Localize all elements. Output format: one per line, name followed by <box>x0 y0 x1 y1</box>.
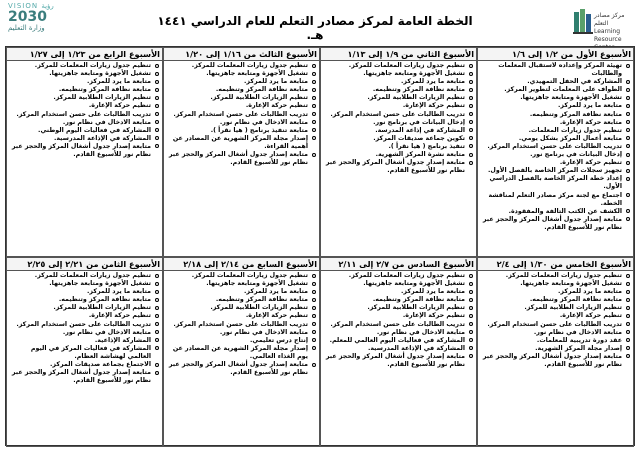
plan-item: تدريب الطالبات على حسن استخدام المركز. <box>480 143 630 151</box>
plan-item: تنظيم جدول زيارات المعلمات. <box>480 127 630 135</box>
page-title: الخطة العامة لمركز مصادر التعلم للعام الدراسي ١٤٤١ هـ. <box>157 14 473 42</box>
plan-item: متابعة ما يرد للمركز. <box>9 288 159 296</box>
plan-item: إدخال البيانات في برنامج نور. <box>323 119 473 127</box>
plan-item: تنظيم حركة الإعارة. <box>166 102 316 110</box>
plan-item: تنظيم حركة الإعارة. <box>323 312 473 320</box>
plan-item: متابعة نظافة المركز وتنظيمه. <box>9 296 159 304</box>
plan-item: تشغيل الأجهزة ومتابعة جاهزيتها. <box>166 280 316 288</box>
plan-item: تدريب الطالبات على حسن استخدام المركز. <box>166 321 316 329</box>
plan-item: المشاركة الإذاعية. <box>9 337 159 345</box>
plan-item: تنظيم الزيارات الطلابية للمركز. <box>9 304 159 312</box>
plan-item: متابعة تنفيذ برنامج ( هيا نقرأ ). <box>166 127 316 135</box>
plan-item: متابعة ما يرد للمركز. <box>480 288 630 296</box>
plan-item: متابعة نظافة المركز وتنظيمه. <box>323 86 473 94</box>
plan-item: تشغيل الأجهزة ومتابعة جاهزيتها. <box>9 280 159 288</box>
week-4-cell <box>6 47 163 257</box>
week-header: الأسبوع الثامن من ٢/٢١ إلى ٢/٢٥ <box>7 258 162 271</box>
page-header <box>0 0 640 44</box>
plan-item: متابعة نظافة المركز وتنظيمه. <box>480 111 630 119</box>
plan-item: متابعة نظافة المركز وتنظيمه. <box>166 86 316 94</box>
plan-item: متابعة نظافة المركز وتنظيمه. <box>9 86 159 94</box>
plan-item: تنظيم جدول زيارات المعلمات للمركز. <box>166 272 316 280</box>
plan-item: تنظيم حركة الإعارة. <box>9 312 159 320</box>
vision-year: 2030 <box>8 9 47 25</box>
plan-item: تهيئة المركز وإعداده لاستقبال المعلمات والطالبات <box>480 62 630 78</box>
learning-center-logo <box>572 2 632 43</box>
week-items <box>9 62 159 159</box>
week-header: الأسبوع الأول من ١/٢ إلى ١/٦ <box>478 48 633 61</box>
week-header: الأسبوع الثاني من ١/٩ إلى ١/١٣ <box>321 48 476 61</box>
plan-item: تنظيم حركة الإعارة. <box>323 102 473 110</box>
plan-item: الكشف عن الكتب التالفة والمفقودة. <box>480 208 630 216</box>
plan-item: تنظيم جدول زيارات المعلمات للمركز. <box>480 272 630 280</box>
plan-item: تنظيم الزيارات الطلابية للمركز. <box>480 304 630 312</box>
week-header: الأسبوع السادس من ٢/٧ إلى ٢/١١ <box>321 258 476 271</box>
week-7-cell <box>163 257 320 447</box>
plan-item: متابعة إصدار جدول أشغال المركز والحجز عبر نظام نور للأسبوع القادم. <box>166 361 316 377</box>
plan-item: متابعة ما يرد للمركز. <box>166 288 316 296</box>
plan-item: تدريب الطالبات على حسن استخدام المركز. <box>480 321 630 329</box>
plan-item: متابعة نظافة المركز وتنظيمه. <box>166 296 316 304</box>
plan-item: المشاركة في فعاليات اليوم الوطني. <box>9 127 159 135</box>
plan-item: تنظيم جدول زيارات المعلمات للمركز. <box>166 62 316 70</box>
plan-item: متابعة نشرة المركز الشهرية. <box>323 151 473 159</box>
plan-item: تشغيل الأجهزة ومتابعة جاهزيتها. <box>166 70 316 78</box>
plan-item: تنظيم حركة الإعارة. <box>9 102 159 110</box>
plan-item: تنظيم جدول زيارات المعلمات للمركز. <box>323 272 473 280</box>
plan-item: متابعة ما يرد للمركز. <box>480 102 630 110</box>
plan-item: تدريب الطالبات على حسن استخدام المركز. <box>9 111 159 119</box>
plan-item: تنظيم حركة الإعارة. <box>166 312 316 320</box>
logo-english-text: Learning Resource <box>594 28 622 43</box>
plan-item: متابعة إصدار جدول أشغال المركز والحجز عبر نظام نور للأسبوع القادم. <box>9 143 159 159</box>
week-items <box>480 272 630 369</box>
week-items <box>166 272 316 377</box>
plan-item: تنظيم جدول زيارات المعلمات للمركز. <box>9 272 159 280</box>
plan-item: تشغيل الأجهزة ومتابعة جاهزيتها. <box>480 94 630 102</box>
plan-item: متابعة الادخال في نظام نور. <box>166 119 316 127</box>
plan-item: متابعة ما يرد للمركز. <box>166 78 316 86</box>
plan-item: الاجتماع بجماعة صديقات المركز. <box>9 361 159 369</box>
week-2-cell <box>320 47 477 257</box>
week-items <box>480 62 630 232</box>
week-items <box>166 62 316 167</box>
plan-item: المشاركة في فعاليات اليوم العالمي للمعلم. <box>323 337 473 345</box>
plan-item: متابعة الادخال في نظام نور. <box>323 329 473 337</box>
week-6-cell <box>320 257 477 447</box>
plan-item: المشاركة في فعاليات المركز في اليوم العالمي لهشاشة العظام. <box>9 345 159 361</box>
week-3-cell <box>163 47 320 257</box>
week-header: الأسبوع الخامس من ١/٣٠ إلى ٢/٤ <box>478 258 633 271</box>
plan-item: تنظيم الزيارات الطلابية للمركز. <box>166 304 316 312</box>
week-items <box>323 62 473 175</box>
plan-item: متابعة إصدار جدول أشغال المركز والحجز عبر نظام نور للأسبوع القادم. <box>323 159 473 175</box>
plan-item: متابعة ما يرد للمركز. <box>323 78 473 86</box>
plan-item: تدريب الطالبات على حسن استخدام المركز. <box>9 321 159 329</box>
plan-item: متابعة ما يرد للمركز. <box>323 288 473 296</box>
plan-item: متابعة إصدار جدول أشغال المركز والحجز عبر نظام نور للأسبوع القادم. <box>480 216 630 232</box>
plan-item: المشاركة في إذاعة المدرسة. <box>323 127 473 135</box>
plan-item: إنتاج درس تعليمي. <box>166 337 316 345</box>
plan-item: المشاركة في الإذاعة المدرسية. <box>323 345 473 353</box>
plan-item: تنظيم الزيارات الطلابية للمركز. <box>166 94 316 102</box>
plan-item: إدخال البيانات في برنامج نور. <box>480 151 630 159</box>
plan-item: تنظيم جدول زيارات المعلمات للمركز. <box>9 62 159 70</box>
plan-item: تشغيل الأجهزة ومتابعة جاهزيتها. <box>323 70 473 78</box>
plan-item: تدريب الطالبات على حسن استخدام المركز. <box>166 111 316 119</box>
plan-item: متابعة حركة الإعارة. <box>480 119 630 127</box>
plan-item: متابعة إصدار جدول أشغال المركز والحجز عبر نظام نور للأسبوع القادم. <box>480 353 630 369</box>
plan-item: إصدار مجلة المركز الشهرية. <box>480 345 630 353</box>
plan-item: متابعة الادخال في نظام نور. <box>9 329 159 337</box>
plan-item: تشغيل الأجهزة ومتابعة جاهزيتها. <box>480 280 630 288</box>
logo-arabic-text: مركز مصادر التعلم <box>594 12 625 27</box>
week-8-cell <box>6 257 163 447</box>
plan-item: تدريب الطالبات على حسن استخدام المركز. <box>323 321 473 329</box>
plan-item: متابعة الادخال في نظام نور. <box>166 329 316 337</box>
plan-item: تشغيل الأجهزة ومتابعة جاهزيتها. <box>9 70 159 78</box>
plan-item: متابعة إصدار جدول أشغال المركز والحجز عبر نظام نور للأسبوع القادم. <box>323 353 473 369</box>
plan-item: تنظيم الزيارات الطلابية للمركز. <box>323 304 473 312</box>
week-5-cell <box>477 257 634 447</box>
plan-item: متابعة نظافة المركز وتنظيمه. <box>323 296 473 304</box>
plan-item: تنظيم حركة الإعارة. <box>480 312 630 320</box>
plan-item: متابعة أعمال المركز بشكل يومي. <box>480 135 630 143</box>
plan-item: المشاركة في الإذاعة المدرسية. <box>9 135 159 143</box>
plan-item: المشاركة في الحفل التمهيدي. <box>480 78 630 86</box>
weekly-plan-table <box>5 46 635 446</box>
plan-item: متابعة الادخال في نظام نور. <box>9 119 159 127</box>
plan-item: إصدار مجلة المركز الشهرية عن المصادر عن أهمية القراءة. <box>166 135 316 151</box>
vision-2030-logo <box>8 2 78 42</box>
plan-item: تنظيم حركة الإعارة. <box>480 159 630 167</box>
plan-item: تجهيز سجلات المركز الخاصة بالفصل الأول. <box>480 167 630 175</box>
week-header: الأسبوع الرابع من ١/٢٣ إلى ١/٢٧ <box>7 48 162 61</box>
plan-item: تنفيذ برنامج ( هيا نقرأ ). <box>323 143 473 151</box>
week-header: الأسبوع الثالث من ١/١٦ إلى ١/٢٠ <box>164 48 319 61</box>
week-header: الأسبوع السابع من ٢/١٤ إلى ٢/١٨ <box>164 258 319 271</box>
plan-item: متابعة نظافة المركز وتنظيمه. <box>480 296 630 304</box>
week-items <box>323 272 473 369</box>
plan-item: تدريب الطالبات على حسن استخدام المركز. <box>323 111 473 119</box>
plan-item: عقد دورة تدريبية للمعلمات. <box>480 337 630 345</box>
week-1-cell <box>477 47 634 257</box>
plan-item: تنظيم الزيارات الطلابية للمركز. <box>9 94 159 102</box>
plan-item: اجتماع مع لجنة مركز مصادر التعلم لمناقشة الخطة. <box>480 192 630 208</box>
plan-item: تشغيل الأجهزة ومتابعة جاهزيتها. <box>323 280 473 288</box>
plan-item: تكوين جماعة صديقات المركز. <box>323 135 473 143</box>
plan-item: تنظيم الزيارات الطلابية للمركز. <box>323 94 473 102</box>
plan-item: الطواف على المعلمات لتطوير المركز. <box>480 86 630 94</box>
plan-item: متابعة ما يرد للمركز. <box>9 78 159 86</box>
plan-item: إعداد خطة المركز الخاصة بالفصل الدراسي الأول. <box>480 175 630 191</box>
plan-item: متابعة الادخال في نظام نور. <box>480 329 630 337</box>
books-icon <box>572 6 596 36</box>
vision-label: VISION رؤية <box>8 2 54 10</box>
plan-item: تنظيم جدول زيارات المعلمات للمركز. <box>323 62 473 70</box>
ministry-label: وزارة التعليم <box>8 24 45 32</box>
week-items <box>9 272 159 385</box>
plan-item: إصدار مجلة المركز الشهرية عن المصادر عن يوم الغذاء العالمي. <box>166 345 316 361</box>
plan-item: متابعة إصدار جدول أشغال المركز والحجز عبر نظام نور للأسبوع القادم. <box>9 369 159 385</box>
plan-item: متابعة إصدار جدول أشغال المركز والحجز عبر نظام نور للأسبوع القادم. <box>166 151 316 167</box>
